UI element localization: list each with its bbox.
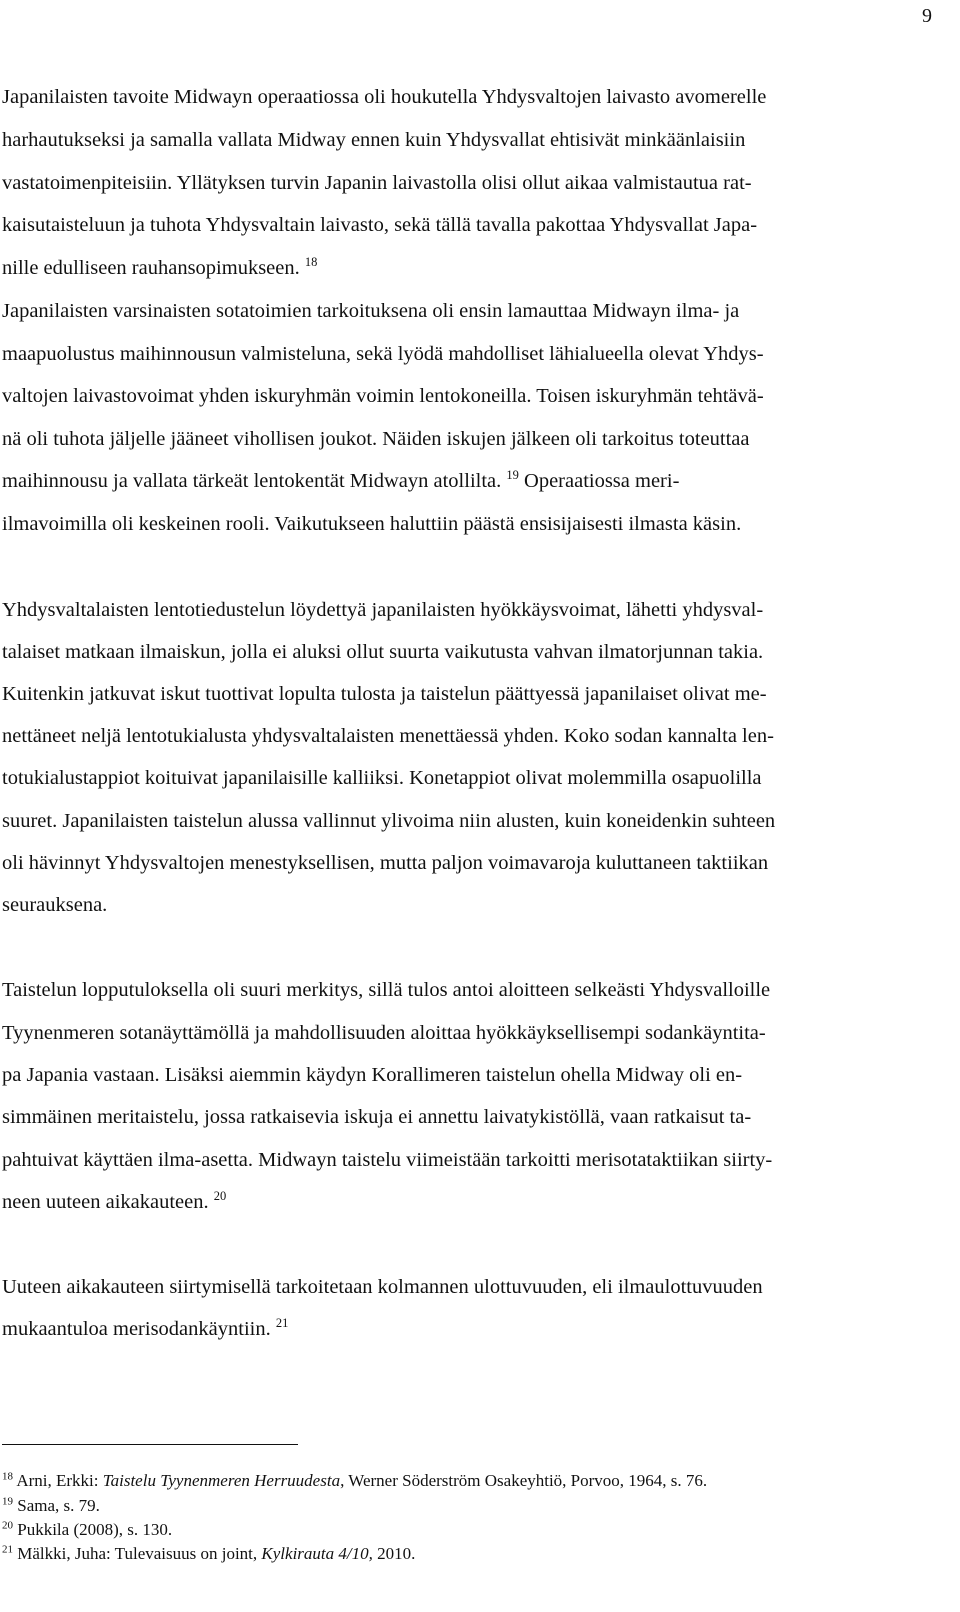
footnote-ref: 19	[506, 468, 519, 483]
text-line: valtojen laivastovoimat yhden iskuryhmän voimin lentokoneilla. Toisen iskuryhmän tehtävä-	[2, 385, 764, 407]
text-line: oli hävinnyt Yhdysvaltojen menestyksellisen, mutta paljon voimavaroja kuluttaneen taktiikan	[2, 852, 769, 874]
text-line: pahtuivat käyttäen ilma-asetta. Midwayn taistelu viimeistään tarkoitti merisotataktiikan siirty-	[2, 1149, 773, 1171]
footnote-rest: 2010.	[372, 1544, 416, 1563]
page-number: 9	[922, 5, 932, 27]
footnote-ref: 21	[275, 1316, 289, 1331]
footnote-18	[2, 1470, 707, 1492]
footnote-ref: 18	[304, 255, 318, 270]
text-line: Yhdysvaltalaisten lentotiedustelun löydettyä japanilaisten hyökkäysvoimat, lähetti yhdysval-	[2, 599, 764, 621]
text-line-with-ref	[2, 468, 679, 494]
text-line: Uuteen aikakauteen siirtymisellä tarkoitetaan kolmannen ulottuvuuden, eli ilmaulottuvuuden	[2, 1276, 763, 1298]
text-line: ilmavoimilla oli keskeinen rooli. Vaikutukseen haluttiin päästä ensisijaisesti ilmasta käsin.	[2, 513, 742, 535]
text-line: Kuitenkin jatkuvat iskut tuottivat lopulta tulosta ja taistelun päättyessä japanilaiset olivat me-	[2, 683, 767, 705]
footnote-19	[2, 1495, 100, 1517]
text-line: pa Japania vastaan. Lisäksi aiemmin käydyn Korallimeren taistelun ohella Midway oli en-	[2, 1064, 743, 1086]
footnote-author: Arni, Erkki:	[16, 1471, 103, 1490]
footnote-ref: 20	[213, 1189, 227, 1204]
text-line: seurauksena.	[2, 894, 108, 916]
footnote-divider	[2, 1444, 298, 1445]
text-line: vastatoimenpiteisiin. Yllätyksen turvin Japanin laivastolla olisi ollut aikaa valmistautua rat-	[2, 172, 752, 194]
footnote-number: 20	[2, 1519, 13, 1532]
text-line: talaiset matkaan ilmaiskun, jolla ei aluksi ollut suurta vaikutusta vahvan ilmatorjunnan takia.	[2, 641, 764, 663]
text-segment: nille edulliseen rauhansopimukseen.	[2, 257, 300, 279]
text-line: totukialustappiot koituivat japanilaisille kalliiksi. Konetappiot olivat molemmilla osapuolilla	[2, 767, 762, 789]
text-segment: neen uuteen aikakauteen.	[2, 1191, 209, 1213]
text-line: Japanilaisten tavoite Midwayn operaatiossa oli houkutella Yhdysvaltojen laivasto avomerelle	[2, 86, 767, 108]
text-segment: mukaantuloa merisodankäyntiin.	[2, 1318, 271, 1340]
text-line: simmäinen meritaistelu, jossa ratkaisevia iskuja ei annettu laivatykistöllä, vaan ratkaisut ta-	[2, 1106, 752, 1128]
text-line: maapuolustus maihinnousun valmisteluna, sekä lyödä mahdolliset lähialueella olevat Yhdys-	[2, 343, 764, 365]
text-line: suuret. Japanilaisten taistelun alussa vallinnut ylivoima niin alusten, kuin koneidenkin suhteen	[2, 810, 776, 832]
footnote-number: 19	[2, 1495, 13, 1508]
text-line: nä oli tuhota jäljelle jääneet vihollisen joukot. Näiden iskujen jälkeen oli tarkoitus toteuttaa	[2, 428, 750, 450]
footnote-21	[2, 1543, 415, 1565]
text-line-with-ref	[2, 1189, 226, 1215]
footnote-title: Kylkirauta 4/10,	[261, 1544, 373, 1563]
footnote-number: 18	[2, 1470, 13, 1483]
footnote-title: Taistelu Tyynenmeren Herruudesta	[102, 1471, 341, 1490]
text-line: kaisutaisteluun ja tuhota Yhdysvaltain laivasto, sekä tällä tavalla pakottaa Yhdysvallat Japa-	[2, 214, 758, 236]
text-line: Japanilaisten varsinaisten sotatoimien tarkoituksena oli ensin lamauttaa Midwayn ilma- ja	[2, 300, 740, 322]
footnote-rest: , Werner Söderström Osakeyhtiö, Porvoo, 1964, s. 76.	[340, 1471, 708, 1490]
footnote-author: Mälkki, Juha: Tulevaisuus on joint,	[17, 1544, 262, 1563]
text-line: nettäneet neljä lentotukialusta yhdysvaltalaisten menettäessä yhden. Koko sodan kannalta len-	[2, 725, 774, 747]
footnote-20	[2, 1519, 172, 1541]
text-line: Taistelun lopputuloksella oli suuri merkitys, sillä tulos antoi aloitteen selkeästi Yhdysvalloille	[2, 979, 771, 1001]
text-line-with-ref	[2, 1316, 288, 1342]
text-line: harhautukseksi ja samalla vallata Midway ennen kuin Yhdysvallat ehtisivät minkäänlaisiin	[2, 129, 746, 151]
text-segment: Operaatiossa meri-	[524, 470, 680, 492]
footnote-text: Pukkila (2008), s. 130.	[17, 1520, 173, 1539]
text-line: Tyynenmeren sotanäyttämöllä ja mahdollisuuden aloittaa hyökkäyksellisempi sodankäyntita-	[2, 1022, 766, 1044]
footnote-text: Sama, s. 79.	[17, 1496, 100, 1515]
footnote-number: 21	[2, 1543, 13, 1556]
text-line-with-ref	[2, 255, 317, 281]
text-segment: maihinnousu ja vallata tärkeät lentokentät Midwayn atollilta.	[2, 470, 502, 492]
